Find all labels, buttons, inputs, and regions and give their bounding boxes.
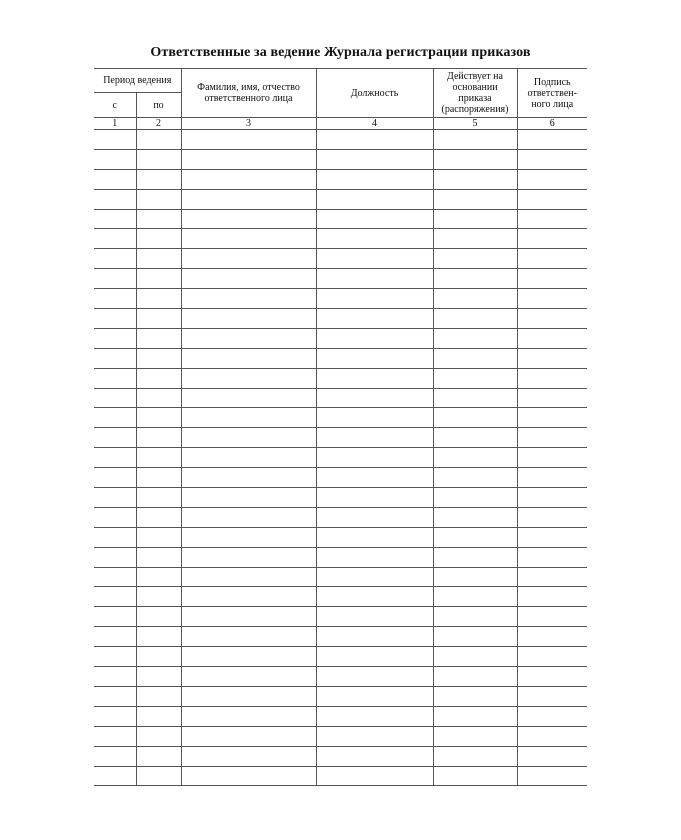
table-cell	[517, 567, 587, 587]
table-cell	[316, 229, 433, 249]
table-cell	[517, 229, 587, 249]
table-cell	[517, 527, 587, 547]
table-cell	[136, 130, 181, 150]
table-cell	[316, 249, 433, 269]
table-cell	[433, 507, 517, 527]
table-row	[94, 527, 587, 547]
table-cell	[181, 527, 316, 547]
table-cell	[316, 289, 433, 309]
table-cell	[316, 647, 433, 667]
table-cell	[433, 130, 517, 150]
table-cell	[517, 667, 587, 687]
table-cell	[136, 209, 181, 229]
table-cell	[181, 547, 316, 567]
table-cell	[136, 726, 181, 746]
table-cell	[433, 249, 517, 269]
table-cell	[181, 309, 316, 329]
table-cell	[517, 408, 587, 428]
table-cell	[94, 527, 136, 547]
table-row	[94, 169, 587, 189]
table-row	[94, 229, 587, 249]
table-cell	[136, 567, 181, 587]
table-row	[94, 448, 587, 468]
table-row	[94, 388, 587, 408]
table-cell	[433, 368, 517, 388]
table-row	[94, 567, 587, 587]
table-cell	[517, 647, 587, 667]
table-cell	[517, 328, 587, 348]
table-row	[94, 587, 587, 607]
table-cell	[181, 269, 316, 289]
column-number: 3	[181, 118, 316, 130]
table-row	[94, 408, 587, 428]
table-cell	[94, 149, 136, 169]
table-cell	[316, 686, 433, 706]
table-cell	[433, 547, 517, 567]
table-cell	[136, 229, 181, 249]
column-number: 1	[94, 118, 136, 130]
table-cell	[517, 468, 587, 488]
table-cell	[136, 428, 181, 448]
table-cell	[433, 328, 517, 348]
table-row	[94, 189, 587, 209]
table-cell	[517, 706, 587, 726]
table-cell	[94, 448, 136, 468]
header-signature: Подпись ответствен-ного лица	[517, 69, 587, 118]
table-cell	[94, 667, 136, 687]
table-cell	[433, 488, 517, 508]
table-cell	[181, 766, 316, 786]
table-cell	[136, 388, 181, 408]
table-cell	[136, 189, 181, 209]
table-cell	[433, 468, 517, 488]
table-row	[94, 547, 587, 567]
table-cell	[517, 289, 587, 309]
table-cell	[136, 667, 181, 687]
table-cell	[316, 209, 433, 229]
table-cell	[433, 229, 517, 249]
table-row	[94, 507, 587, 527]
table-row	[94, 607, 587, 627]
table-cell	[517, 169, 587, 189]
table-cell	[94, 269, 136, 289]
table-row	[94, 130, 587, 150]
table-cell	[181, 567, 316, 587]
table-cell	[181, 647, 316, 667]
journal-table	[94, 68, 587, 786]
table-cell	[136, 368, 181, 388]
table-cell	[136, 627, 181, 647]
table-cell	[94, 766, 136, 786]
table-cell	[433, 289, 517, 309]
table-cell	[517, 627, 587, 647]
table-cell	[316, 587, 433, 607]
table-row	[94, 348, 587, 368]
table-cell	[181, 686, 316, 706]
table-cell	[181, 289, 316, 309]
table-cell	[94, 388, 136, 408]
table-cell	[94, 169, 136, 189]
table-cell	[181, 328, 316, 348]
table-cell	[94, 130, 136, 150]
table-cell	[433, 348, 517, 368]
table-cell	[94, 249, 136, 269]
table-cell	[181, 607, 316, 627]
table-cell	[517, 686, 587, 706]
table-row	[94, 686, 587, 706]
table-cell	[94, 229, 136, 249]
table-cell	[517, 587, 587, 607]
table-cell	[517, 209, 587, 229]
table-cell	[136, 488, 181, 508]
header-from: с	[94, 93, 136, 118]
table-cell	[316, 567, 433, 587]
table-row	[94, 209, 587, 229]
table-cell	[433, 448, 517, 468]
table-cell	[517, 189, 587, 209]
table-cell	[136, 408, 181, 428]
table-cell	[181, 726, 316, 746]
table-cell	[181, 488, 316, 508]
table-cell	[136, 328, 181, 348]
table-cell	[94, 726, 136, 746]
table-cell	[136, 706, 181, 726]
table-cell	[433, 388, 517, 408]
table-cell	[433, 766, 517, 786]
table-row	[94, 766, 587, 786]
table-cell	[316, 726, 433, 746]
table-cell	[433, 746, 517, 766]
table-cell	[181, 627, 316, 647]
header-basis: Действует на основании приказа (распоряжения)	[433, 69, 517, 118]
table-row	[94, 746, 587, 766]
table-cell	[136, 507, 181, 527]
table-cell	[136, 348, 181, 368]
table-cell	[94, 706, 136, 726]
table-cell	[433, 607, 517, 627]
table-cell	[181, 388, 316, 408]
table-cell	[517, 249, 587, 269]
table-row	[94, 627, 587, 647]
table-cell	[517, 488, 587, 508]
table-cell	[433, 169, 517, 189]
table-cell	[433, 209, 517, 229]
table-cell	[136, 746, 181, 766]
table-cell	[136, 527, 181, 547]
table-cell	[181, 348, 316, 368]
table-cell	[94, 348, 136, 368]
table-cell	[316, 309, 433, 329]
table-cell	[517, 388, 587, 408]
table-row	[94, 428, 587, 448]
table-cell	[316, 766, 433, 786]
table-cell	[94, 189, 136, 209]
table-cell	[181, 587, 316, 607]
table-cell	[517, 547, 587, 567]
table-cell	[316, 328, 433, 348]
table-cell	[517, 130, 587, 150]
table-cell	[433, 667, 517, 687]
table-cell	[316, 607, 433, 627]
table-cell	[181, 468, 316, 488]
table-cell	[181, 706, 316, 726]
table-cell	[316, 627, 433, 647]
table-row	[94, 468, 587, 488]
page-title: Ответственные за ведение Журнала регистрации приказов	[150, 45, 531, 60]
table-cell	[136, 766, 181, 786]
table-cell	[316, 368, 433, 388]
table-cell	[94, 746, 136, 766]
table-cell	[94, 627, 136, 647]
table-cell	[316, 428, 433, 448]
table-cell	[136, 309, 181, 329]
table-row	[94, 269, 587, 289]
table-cell	[181, 746, 316, 766]
table-cell	[94, 209, 136, 229]
table-cell	[433, 428, 517, 448]
table-cell	[316, 667, 433, 687]
table-cell	[517, 766, 587, 786]
table-cell	[433, 627, 517, 647]
table-cell	[433, 149, 517, 169]
table-cell	[181, 229, 316, 249]
column-number: 5	[433, 118, 517, 130]
table-cell	[517, 746, 587, 766]
table-cell	[517, 368, 587, 388]
table-cell	[517, 448, 587, 468]
table-cell	[517, 607, 587, 627]
table-cell	[433, 726, 517, 746]
table-cell	[94, 328, 136, 348]
table-cell	[136, 468, 181, 488]
table-cell	[433, 269, 517, 289]
table-cell	[181, 507, 316, 527]
table-row	[94, 667, 587, 687]
table-row	[94, 488, 587, 508]
header-period: Период ведения	[94, 69, 181, 93]
table-cell	[433, 706, 517, 726]
table-cell	[181, 428, 316, 448]
table-row	[94, 289, 587, 309]
table-cell	[181, 667, 316, 687]
table-cell	[316, 388, 433, 408]
table-cell	[94, 686, 136, 706]
table-cell	[433, 587, 517, 607]
table-cell	[316, 408, 433, 428]
table-cell	[181, 408, 316, 428]
table-row	[94, 149, 587, 169]
table-cell	[433, 189, 517, 209]
table-cell	[316, 488, 433, 508]
table-cell	[94, 309, 136, 329]
table-cell	[136, 169, 181, 189]
table-cell	[136, 149, 181, 169]
table-cell	[136, 289, 181, 309]
table-cell	[94, 468, 136, 488]
table-cell	[181, 209, 316, 229]
table-cell	[316, 507, 433, 527]
table-cell	[433, 686, 517, 706]
table-cell	[181, 189, 316, 209]
table-cell	[94, 488, 136, 508]
table-cell	[517, 348, 587, 368]
table-cell	[136, 686, 181, 706]
table-cell	[181, 249, 316, 269]
table-cell	[94, 587, 136, 607]
table-cell	[316, 130, 433, 150]
table-cell	[316, 706, 433, 726]
table-cell	[136, 607, 181, 627]
table-cell	[94, 547, 136, 567]
table-cell	[316, 468, 433, 488]
table-cell	[517, 507, 587, 527]
table-cell	[94, 567, 136, 587]
table-cell	[316, 448, 433, 468]
table-cell	[136, 448, 181, 468]
table-cell	[181, 368, 316, 388]
table-cell	[433, 567, 517, 587]
table-cell	[136, 587, 181, 607]
table-cell	[517, 149, 587, 169]
table-cell	[316, 348, 433, 368]
column-number: 2	[136, 118, 181, 130]
table-cell	[433, 309, 517, 329]
table-cell	[316, 547, 433, 567]
table-cell	[181, 169, 316, 189]
table-cell	[517, 269, 587, 289]
table-cell	[433, 527, 517, 547]
table-cell	[136, 647, 181, 667]
header-position: Должность	[316, 69, 433, 118]
table-cell	[433, 647, 517, 667]
table-row	[94, 647, 587, 667]
table-cell	[94, 428, 136, 448]
table-row	[94, 309, 587, 329]
table-cell	[181, 448, 316, 468]
table-cell	[316, 149, 433, 169]
table-row	[94, 706, 587, 726]
table-row	[94, 328, 587, 348]
table-cell	[94, 289, 136, 309]
table-row	[94, 249, 587, 269]
table-cell	[316, 269, 433, 289]
table-cell	[181, 149, 316, 169]
column-number: 6	[517, 118, 587, 130]
table-row	[94, 368, 587, 388]
table-cell	[94, 607, 136, 627]
table-cell	[94, 647, 136, 667]
table-cell	[94, 507, 136, 527]
table-cell	[94, 408, 136, 428]
table-cell	[517, 428, 587, 448]
header-to: по	[136, 93, 181, 118]
table-cell	[517, 726, 587, 746]
header-name: Фамилия, имя, отчество ответственного лица	[181, 69, 316, 118]
table-cell	[136, 249, 181, 269]
table-cell	[316, 527, 433, 547]
table-cell	[136, 547, 181, 567]
column-number: 4	[316, 118, 433, 130]
table-cell	[316, 169, 433, 189]
journal-body	[94, 130, 587, 786]
table-cell	[316, 746, 433, 766]
table-cell	[136, 269, 181, 289]
table-cell	[181, 130, 316, 150]
table-cell	[433, 408, 517, 428]
table-cell	[316, 189, 433, 209]
table-cell	[517, 309, 587, 329]
table-cell	[94, 368, 136, 388]
table-row	[94, 726, 587, 746]
